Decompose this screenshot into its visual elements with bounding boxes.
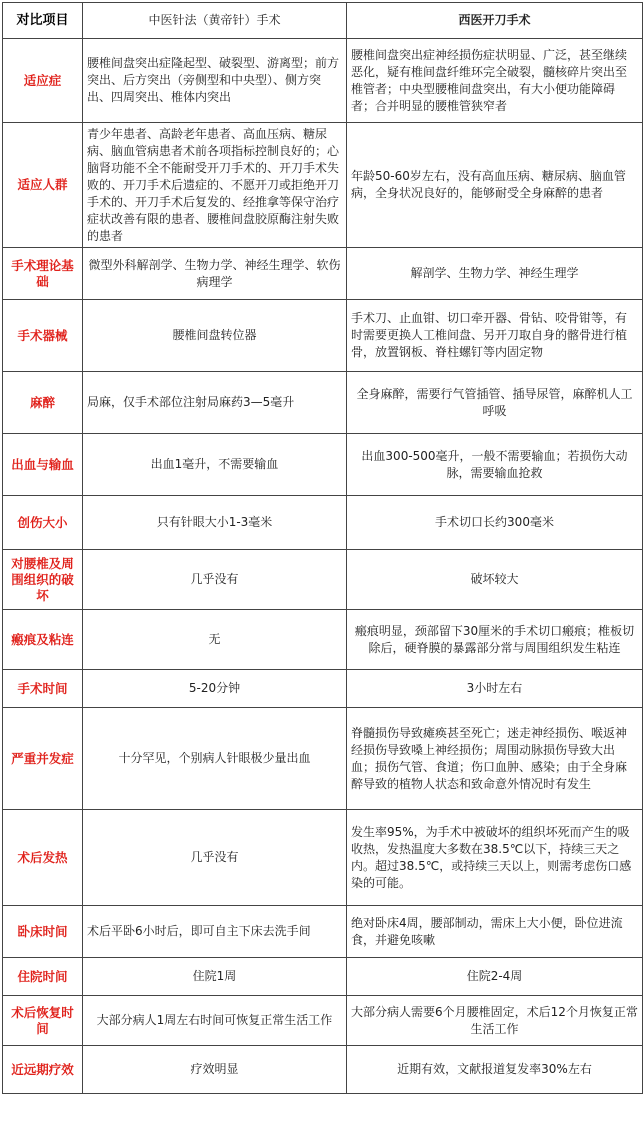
western-cell: 住院2-4周 — [347, 958, 643, 996]
tcm-cell: 腰椎间盘突出症隆起型、破裂型、游离型；前方突出、后方突出（旁侧型和中央型）、侧方突出、四周突出、椎体内突出 — [83, 39, 347, 123]
table-header-row — [3, 3, 643, 39]
row-label: 适应人群 — [3, 123, 83, 248]
table-row — [3, 372, 643, 434]
table-row — [3, 300, 643, 372]
table-row — [3, 434, 643, 496]
western-cell: 破坏较大 — [347, 550, 643, 610]
row-label: 住院时间 — [3, 958, 83, 996]
row-label: 麻醉 — [3, 372, 83, 434]
table-row — [3, 810, 643, 906]
western-cell: 脊髓损伤导致瘫痪甚至死亡；迷走神经损伤、喉返神经损伤导致嗓上神经损伤；周围动脉损伤导致大出血；损伤气管、食道；伤口血肿、感染；由于全身麻醉导致的植物人状态和致命意外情况时有发生 — [347, 708, 643, 810]
western-cell: 出血300-500毫升，一般不需要输血；若损伤大动脉，需要输血抢救 — [347, 434, 643, 496]
western-cell: 绝对卧床4周，腰部制动，需床上大小便，卧位进流食，并避免咳嗽 — [347, 906, 643, 958]
table-row — [3, 610, 643, 670]
table-row — [3, 996, 643, 1046]
western-cell: 近期有效，文献报道复发率30%左右 — [347, 1046, 643, 1094]
table-row — [3, 906, 643, 958]
tcm-cell: 无 — [83, 610, 347, 670]
table-row — [3, 1046, 643, 1094]
row-label: 卧床时间 — [3, 906, 83, 958]
western-cell: 3小时左右 — [347, 670, 643, 708]
tcm-cell: 出血1毫升，不需要输血 — [83, 434, 347, 496]
row-label: 创伤大小 — [3, 496, 83, 550]
table-row — [3, 39, 643, 123]
table-row — [3, 708, 643, 810]
header-item: 对比项目 — [3, 3, 83, 39]
tcm-cell: 住院1周 — [83, 958, 347, 996]
row-label: 严重并发症 — [3, 708, 83, 810]
tcm-cell: 几乎没有 — [83, 810, 347, 906]
row-label: 瘢痕及粘连 — [3, 610, 83, 670]
row-label: 适应症 — [3, 39, 83, 123]
western-cell: 腰椎间盘突出症神经损伤症状明显、广泛，甚至继续恶化，疑有椎间盘纤维环完全破裂，髓核碎片突出至椎管者；中央型腰椎间盘突出，有大小便功能障碍者；合并明显的腰椎管狭窄者 — [347, 39, 643, 123]
tcm-cell: 几乎没有 — [83, 550, 347, 610]
table-row — [3, 496, 643, 550]
row-label: 近远期疗效 — [3, 1046, 83, 1094]
tcm-cell: 疗效明显 — [83, 1046, 347, 1094]
table-row — [3, 123, 643, 248]
tcm-cell: 5-20分钟 — [83, 670, 347, 708]
row-label: 手术时间 — [3, 670, 83, 708]
western-cell: 瘢痕明显，颈部留下30厘米的手术切口瘢痕；椎板切除后，硬脊膜的暴露部分常与周围组织发生粘连 — [347, 610, 643, 670]
row-label: 出血与输血 — [3, 434, 83, 496]
row-label: 对腰椎及周围组织的破坏 — [3, 550, 83, 610]
table-row — [3, 958, 643, 996]
western-cell: 大部分病人需要6个月腰椎固定，术后12个月恢复正常生活工作 — [347, 996, 643, 1046]
row-label: 手术理论基础 — [3, 248, 83, 300]
tcm-cell: 局麻，仅手术部位注射局麻药3—5毫升 — [83, 372, 347, 434]
table-row — [3, 670, 643, 708]
header-tcm: 中医针法（黄帝针）手术 — [83, 3, 347, 39]
tcm-cell: 只有针眼大小1-3毫米 — [83, 496, 347, 550]
western-cell: 年龄50-60岁左右，没有高血压病、糖尿病、脑血管病，全身状况良好的，能够耐受全身麻醉的患者 — [347, 123, 643, 248]
western-cell: 解剖学、生物力学、神经生理学 — [347, 248, 643, 300]
header-western: 西医开刀手术 — [347, 3, 643, 39]
comparison-table — [2, 2, 643, 1094]
row-label: 术后恢复时间 — [3, 996, 83, 1046]
tcm-cell: 微型外科解剖学、生物力学、神经生理学、软伤病理学 — [83, 248, 347, 300]
tcm-cell: 腰椎间盘转位器 — [83, 300, 347, 372]
tcm-cell: 大部分病人1周左右时间可恢复正常生活工作 — [83, 996, 347, 1046]
tcm-cell: 十分罕见，个别病人针眼极少量出血 — [83, 708, 347, 810]
western-cell: 手术刀、止血钳、切口牵开器、骨钻、咬骨钳等，有时需要更换人工椎间盘、另开刀取自身的髂骨进行植骨，放置钢板、脊柱螺钉等内固定物 — [347, 300, 643, 372]
western-cell: 全身麻醉，需要行气管插管、插导尿管，麻醉机人工呼吸 — [347, 372, 643, 434]
tcm-cell: 青少年患者、高龄老年患者、高血压病、糖尿病、脑血管病患者术前各项指标控制良好的；心脑肾功能不全不能耐受开刀手术的、开刀手术失败的、开刀手术后遗症的、不愿开刀或拒绝开刀手术的、开刀手术后复发的、经推拿等保守治疗症状改善有限的患者、腰椎间盘胶原酶注射失败的患者 — [83, 123, 347, 248]
row-label: 术后发热 — [3, 810, 83, 906]
tcm-cell: 术后平卧6小时后，即可自主下床去洗手间 — [83, 906, 347, 958]
table-row — [3, 248, 643, 300]
row-label: 手术器械 — [3, 300, 83, 372]
western-cell: 手术切口长约300毫米 — [347, 496, 643, 550]
western-cell: 发生率95%，为手术中被破坏的组织坏死而产生的吸收热，发热温度大多数在38.5℃以下，持续三天之内。超过38.5℃，或持续三天以上，则需考虑伤口感染的可能。 — [347, 810, 643, 906]
table-row — [3, 550, 643, 610]
